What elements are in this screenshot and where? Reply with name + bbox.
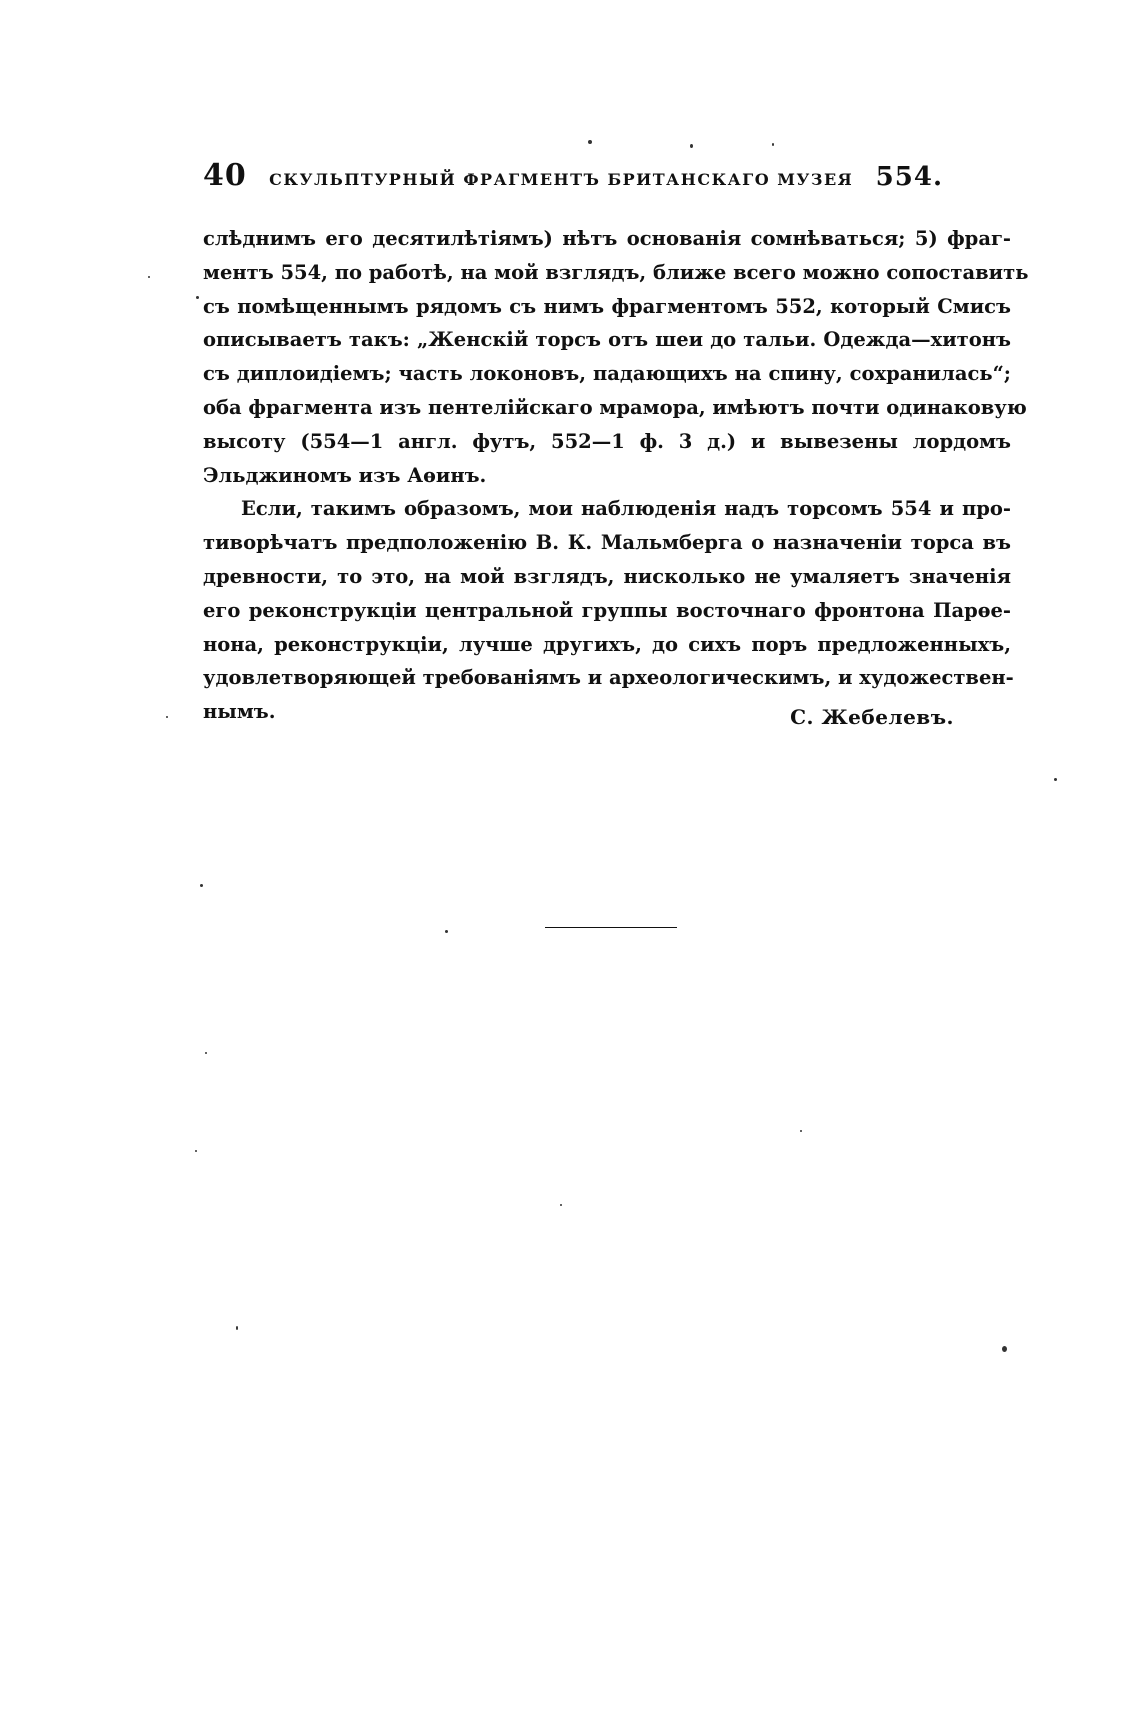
- paragraph-1: [203, 222, 1029, 492]
- scan-speck: [588, 140, 592, 144]
- scan-speck: [148, 276, 150, 278]
- scan-speck: [1054, 778, 1057, 781]
- text-line: съ помѣщеннымъ рядомъ съ нимъ фрагментомъ 552, который Смисъ: [203, 294, 1011, 318]
- text-line: оба фрагмента изъ пентелійскаго мрамора, имѣютъ почти одинаковую: [203, 395, 1027, 419]
- text-line: Эльджиномъ изъ Аѳинъ.: [203, 463, 487, 487]
- scan-speck: [800, 1130, 802, 1132]
- scan-speck: [166, 716, 168, 718]
- scan-speck: [236, 1326, 238, 1330]
- text-line: тиворѣчатъ предположенію В. К. Мальмберга о назначеніи торса въ: [203, 531, 1011, 555]
- text-line: слѣднимъ его десятилѣтіямъ) нѣтъ основанія сомнѣваться; 5) фраг-: [203, 227, 1011, 250]
- running-title: СКУЛЬПТУРНЫЙ ФРАГМЕНТЪ БРИТАНСКАГО МУЗЕЯ: [269, 170, 854, 189]
- text-line: удовлетворяющей требованіямъ и археологическимъ, и художествен-: [203, 666, 1014, 690]
- text-line: нона, реконструкціи, лучше другихъ, до сихъ поръ предложенныхъ,: [203, 632, 1011, 656]
- text-line: высоту (554—1 англ. футъ, 552—1 ф. 3 д.) и вывезены лордомъ: [203, 429, 1011, 453]
- text-line: описываетъ такъ: „Женскій торсъ отъ шеи до тальи. Одежда—хитонъ: [203, 328, 1011, 352]
- text-line: Если, такимъ образомъ, мои наблюденія надъ торсомъ 554 и про-: [241, 497, 1011, 521]
- scan-speck: [200, 884, 203, 887]
- section-divider: [545, 927, 677, 928]
- scan-speck: [205, 1052, 207, 1054]
- scan-speck: [690, 144, 693, 148]
- page-number: 40: [203, 158, 247, 193]
- scan-speck: [560, 1204, 562, 1206]
- text-line: древности, то это, на мой взглядъ, нисколько не умаляетъ значенія: [203, 564, 1011, 588]
- text-line: ментъ 554, по работѣ, на мой взглядъ, ближе всего можно сопоставить: [203, 260, 1029, 284]
- paragraph-2: [203, 492, 1014, 729]
- scan-speck: [772, 143, 774, 146]
- text-line: его реконструкціи центральной группы восточнаго фронтона Парѳе-: [203, 598, 1011, 622]
- author-signature: С. Жебелевъ.: [790, 705, 954, 729]
- scan-speck: [196, 296, 199, 299]
- scan-speck: [445, 930, 448, 933]
- text-line: нымъ.: [203, 700, 276, 724]
- text-line: съ диплоидіемъ; часть локоновъ, падающихъ на спину, сохранилась“;: [203, 362, 1011, 386]
- running-title-number: 554.: [875, 162, 943, 192]
- scan-speck: [195, 1150, 197, 1152]
- body-text: [203, 222, 1029, 729]
- page-header: [203, 158, 943, 198]
- scan-speck: [1002, 1346, 1007, 1352]
